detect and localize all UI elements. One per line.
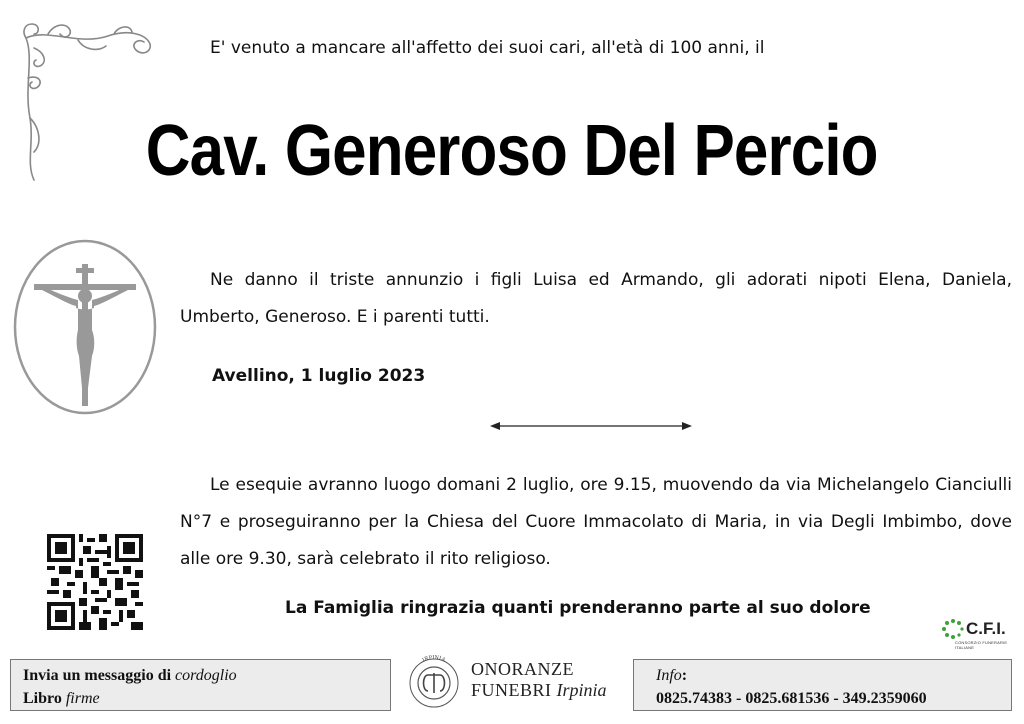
announcement-paragraph: Ne danno il triste annunzio i figli Luisa ed Armando, gli adorati nipoti Elena, Daniela, Umberto, Generoso. E i parenti tutti. bbox=[180, 270, 1012, 327]
cfi-subtitle: CONSORZIO FUNERARIE ITALIANE bbox=[955, 640, 1008, 650]
qr-code-icon[interactable] bbox=[47, 534, 143, 630]
onoranze-seal-icon bbox=[404, 649, 464, 713]
onoranze-logo-text: ONORANZE FUNEBRI Irpinia bbox=[471, 659, 607, 700]
cfi-logo-icon bbox=[938, 618, 968, 642]
crucifix-icon bbox=[12, 238, 158, 416]
message-box[interactable] bbox=[10, 659, 391, 711]
funeral-paragraph: Le esequie avranno luogo domani 2 luglio, ore 9.15, muovendo da via Michelangelo Cianciulli N°7 e proseguiranno per la Chiesa del Cuore Immacolato di Maria, in via Degli Imbimbo, dove alle ore 9.30, sarà celebrato il rito religioso. bbox=[180, 475, 1012, 569]
place-date: Avellino, 1 luglio 2023 bbox=[212, 366, 426, 386]
condolence-link[interactable]: Invia un messaggio di cordoglio bbox=[23, 667, 237, 684]
info-label: Info bbox=[656, 667, 682, 684]
intro-text: E' venuto a mancare all'affetto dei suoi cari, all'età di 100 anni, il bbox=[210, 38, 765, 58]
double-arrow-icon bbox=[490, 418, 692, 434]
family-thanks: La Famiglia ringrazia quanti prenderanno parte al suo dolore bbox=[285, 598, 871, 618]
info-box: Info: 0825.74383 - 0825.681536 - 349.2359060 bbox=[633, 659, 1012, 711]
phone-numbers[interactable]: 0825.74383 - 0825.681536 - 349.2359060 bbox=[656, 690, 927, 707]
deceased-name: Cav. Generoso Del Percio bbox=[145, 111, 878, 191]
guestbook-link[interactable]: Libro firme bbox=[23, 690, 100, 707]
cfi-label: C.F.I. bbox=[966, 619, 1006, 638]
svg-text:IRPINIA: IRPINIA bbox=[421, 654, 447, 664]
